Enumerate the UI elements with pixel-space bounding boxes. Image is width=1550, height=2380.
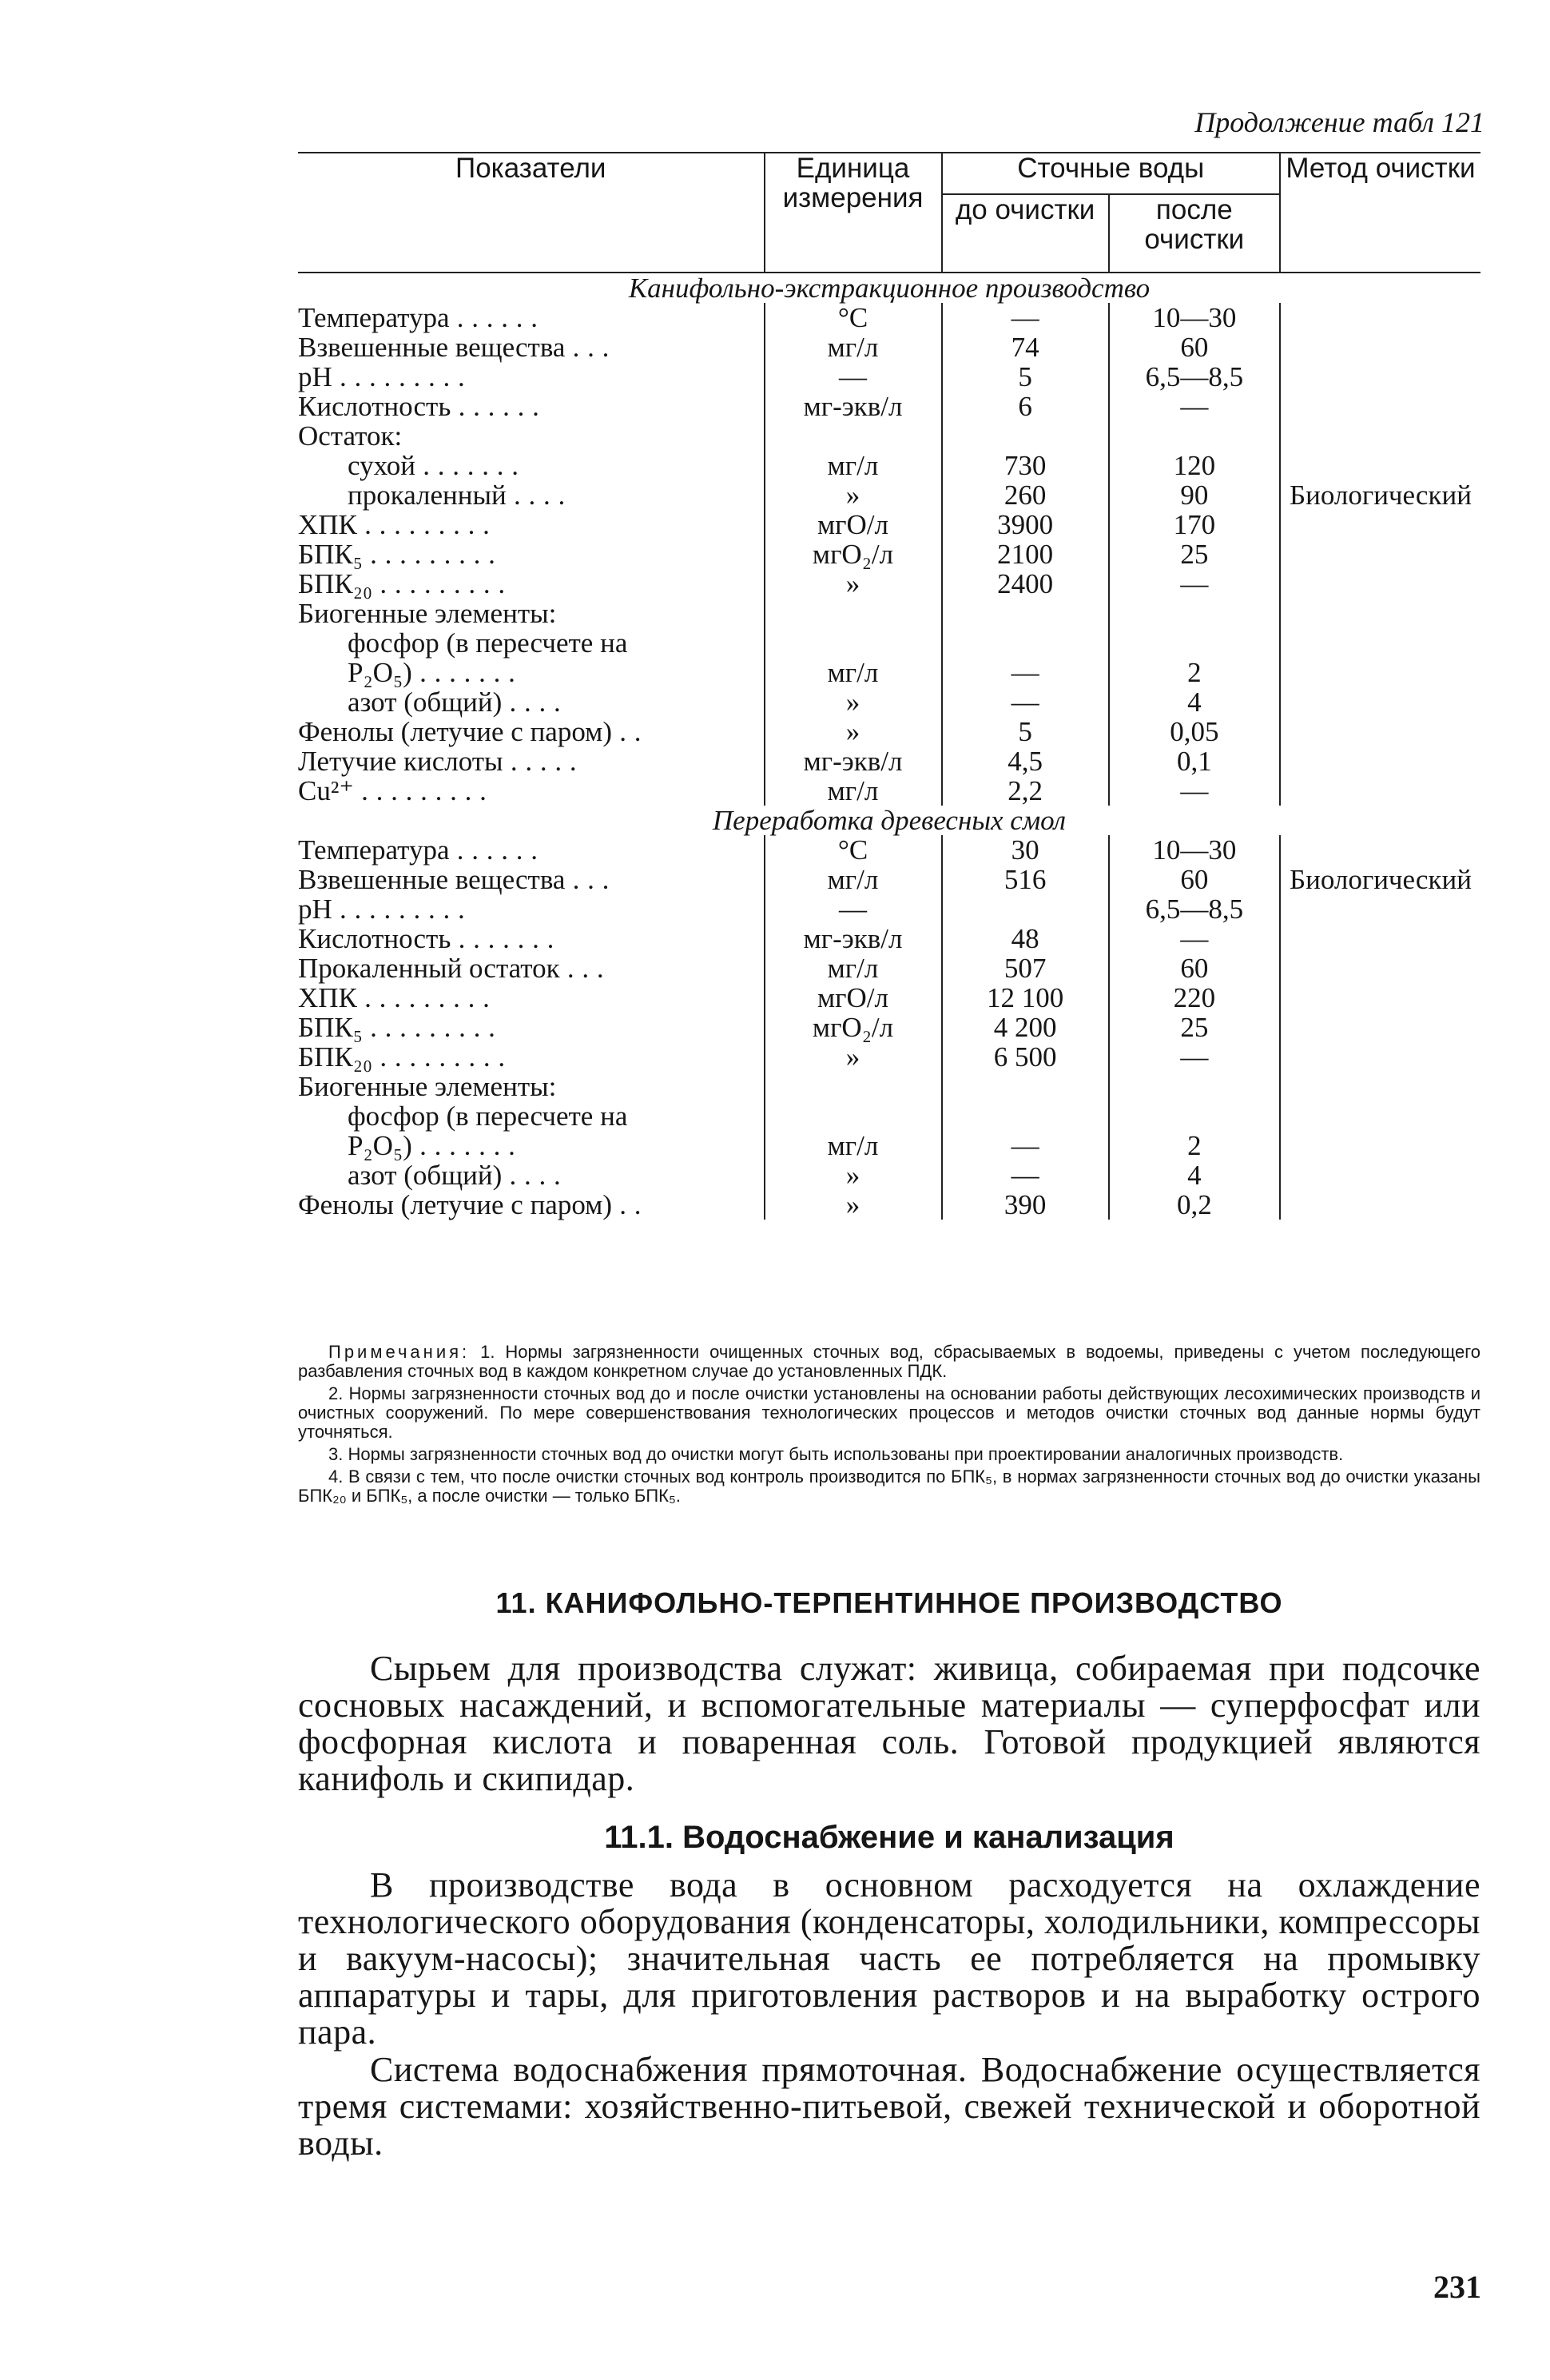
indicator-label: БПК₂₀ — [298, 568, 373, 599]
header-indicator: Показатели — [298, 153, 765, 273]
indicator-label: Остаток: — [298, 420, 403, 452]
cell-method — [1280, 303, 1480, 332]
cell-indicator — [298, 1013, 765, 1042]
cell-unit: мг/л — [765, 776, 942, 806]
cell-indicator — [298, 865, 765, 894]
table-row — [298, 658, 1480, 687]
cell-before: 2,2 — [942, 776, 1109, 806]
table-row — [298, 1013, 1480, 1042]
cell-before — [942, 421, 1109, 451]
note-4: 4. В связи с тем, что после очистки сточных вод контроль производится по БПК₅, в нормах загрязненности сточных вод до очистки указаны БПК₂₀ и БПК₅, а после очистки — только БПК₅. — [298, 1467, 1480, 1506]
cell-after: 10—30 — [1109, 835, 1280, 865]
dot-leader: . . . . — [506, 480, 566, 511]
cell-after: 25 — [1109, 539, 1280, 569]
section-heading: 11. КАНИФОЛЬНО-ТЕРПЕНТИННОЕ ПРОИЗВОДСТВО — [495, 1586, 1283, 1619]
cell-after: 2 — [1109, 658, 1280, 687]
cell-unit — [765, 628, 942, 658]
cell-after: — — [1109, 1042, 1280, 1072]
cell-unit: мг/л — [765, 1131, 942, 1160]
cell-indicator — [298, 332, 765, 362]
cell-unit: мгО₂/л — [765, 1013, 942, 1042]
cell-indicator — [298, 1160, 765, 1190]
cell-unit: мгО/л — [765, 983, 942, 1013]
dot-leader: . . . — [565, 864, 610, 895]
cell-method — [1280, 451, 1480, 480]
cell-after: 6,5—8,5 — [1109, 362, 1280, 392]
cell-method — [1280, 983, 1480, 1013]
cell-method — [1280, 894, 1480, 924]
cell-indicator — [298, 303, 765, 332]
cell-unit: » — [765, 1042, 942, 1072]
cell-indicator — [298, 1101, 765, 1131]
cell-method — [1280, 746, 1480, 776]
cell-unit: » — [765, 480, 942, 510]
cell-before: — — [942, 303, 1109, 332]
dot-leader: . . . . — [502, 687, 562, 718]
cell-method — [1280, 1160, 1480, 1190]
cell-after: 170 — [1109, 510, 1280, 539]
note-2: 2. Нормы загрязненности сточных вод до и после очистки установлены на основании работы действующих лесохимических производств и очистных сооружений. По мере совершенствования технологических процессов и методов очистки сточных вод данные нормы будут уточняться. — [298, 1383, 1480, 1442]
note-1 — [298, 1343, 1480, 1381]
cell-before: — — [942, 1160, 1109, 1190]
cell-before: 48 — [942, 924, 1109, 953]
cell-before — [942, 894, 1109, 924]
cell-before: 2100 — [942, 539, 1109, 569]
table-continuation-caption: Продолжение табл 121 — [1194, 106, 1484, 138]
dot-leader: . . . . . . . — [451, 923, 554, 954]
cell-method — [1280, 1131, 1480, 1160]
cell-after: 90 — [1109, 480, 1280, 510]
indicator-label: Температура — [298, 302, 450, 333]
cell-after — [1109, 599, 1280, 628]
cell-method — [1280, 392, 1480, 421]
table-row — [298, 332, 1480, 362]
cell-indicator — [298, 835, 765, 865]
cell-indicator — [298, 776, 765, 806]
subsection-heading: 11.1. Водоснабжение и канализация — [604, 1820, 1174, 1855]
table-row — [298, 776, 1480, 806]
paragraph-water-use: В производстве вода в основном расходуется на охлаждение технологического оборудования (конденсаторы, холодильники, компрессоры и вакуум-насосы); значительная часть ее потребляется на промывку аппаратуры и тары, для приготовления растворов и на выработку острого пара. — [298, 1865, 1480, 2052]
cell-indicator — [298, 451, 765, 480]
indicator-label: ХПК — [298, 509, 357, 540]
cell-unit: мг-экв/л — [765, 392, 942, 421]
cell-after: 25 — [1109, 1013, 1280, 1042]
table-notes — [298, 1343, 1480, 1509]
cell-unit: — — [765, 894, 942, 924]
cell-before: 2400 — [942, 569, 1109, 599]
cell-before: 730 — [942, 451, 1109, 480]
indicator-label: P₂O₅) — [348, 1130, 412, 1161]
indicator-label: Кислотность — [298, 923, 451, 954]
cell-after: 120 — [1109, 451, 1280, 480]
cell-indicator — [298, 746, 765, 776]
dot-leader: . . — [611, 716, 642, 747]
dot-leader: . . . . . . . — [415, 450, 519, 481]
header-unit: Единица измерения — [765, 153, 942, 273]
indicator-label: БПК₅ — [298, 1012, 363, 1043]
cell-before: 390 — [942, 1190, 1109, 1220]
cell-unit: мг/л — [765, 865, 942, 894]
table-row — [298, 894, 1480, 924]
table-row — [298, 628, 1480, 658]
table-row — [298, 539, 1480, 569]
cell-before: 74 — [942, 332, 1109, 362]
header-method: Метод очистки — [1280, 153, 1480, 273]
cell-unit — [765, 1101, 942, 1131]
cell-before: 3900 — [942, 510, 1109, 539]
indicator-label: Взвешенные вещества — [298, 864, 566, 895]
cell-unit: » — [765, 1190, 942, 1220]
cell-after: 60 — [1109, 332, 1280, 362]
cell-before: 6 — [942, 392, 1109, 421]
cell-indicator — [298, 658, 765, 687]
dot-leader: . . . . — [502, 1160, 562, 1191]
indicator-label: фосфор (в пересчете на — [348, 627, 628, 659]
cell-before: 12 100 — [942, 983, 1109, 1013]
table-row — [298, 569, 1480, 599]
cell-unit — [765, 421, 942, 451]
cell-after: 6,5—8,5 — [1109, 894, 1280, 924]
cell-before — [942, 1101, 1109, 1131]
cell-before: 260 — [942, 480, 1109, 510]
cell-unit: мг/л — [765, 953, 942, 983]
table-row — [298, 924, 1480, 953]
indicator-label: Взвешенные вещества — [298, 332, 566, 363]
cell-method — [1280, 717, 1480, 746]
cell-indicator — [298, 717, 765, 746]
cell-before: — — [942, 658, 1109, 687]
cell-method: Биологический — [1280, 865, 1480, 894]
cell-indicator — [298, 1131, 765, 1160]
page-number: 231 — [1433, 2269, 1481, 2305]
cell-after: 0,2 — [1109, 1190, 1280, 1220]
dot-leader: . . . . . . . . . — [362, 539, 496, 570]
table-row — [298, 865, 1480, 894]
dot-leader: . . . — [565, 332, 610, 363]
cell-unit: » — [765, 687, 942, 717]
cell-indicator — [298, 362, 765, 392]
cell-unit: » — [765, 717, 942, 746]
cell-method — [1280, 332, 1480, 362]
dot-leader: . . . . . . — [449, 834, 539, 866]
cell-before — [942, 628, 1109, 658]
indicator-label: прокаленный — [348, 480, 507, 511]
indicator-label: pH — [298, 893, 332, 925]
cell-method — [1280, 421, 1480, 451]
indicator-label: Cu²⁺ — [298, 775, 354, 806]
cell-method — [1280, 1190, 1480, 1220]
cell-after — [1109, 421, 1280, 451]
cell-before: 30 — [942, 835, 1109, 865]
cell-indicator — [298, 1042, 765, 1072]
cell-before: 6 500 — [942, 1042, 1109, 1072]
cell-unit: мг-экв/л — [765, 746, 942, 776]
intro-paragraph: Сырьем для производства служат: живица, собираемая при подсочке сосновых насаждений, и вспомогательные материалы — суперфосфат или фосфорная кислота и поваренная соль. Готовой продукцией являются канифоль и скипидар. — [298, 1649, 1480, 1798]
cell-method — [1280, 835, 1480, 865]
cell-after: 220 — [1109, 983, 1280, 1013]
cell-indicator — [298, 1190, 765, 1220]
section-title: Канифольно-экстракционное производство — [628, 273, 1151, 304]
cell-method — [1280, 628, 1480, 658]
cell-unit — [765, 1072, 942, 1101]
indicator-label: Фенолы (летучие с паром) — [298, 1189, 612, 1220]
cell-after: 0,1 — [1109, 746, 1280, 776]
table-row — [298, 1131, 1480, 1160]
cell-method — [1280, 1101, 1480, 1131]
note-1-text: 1. Нормы загрязненности очищенных сточных вод, сбрасываемых в водоемы, приведены с учетом последующего разбавления сточных вод в каждом конкретном случае до установленных ПДК. — [298, 1342, 1480, 1381]
dot-leader: . . . . . . — [451, 391, 540, 422]
cell-after: — — [1109, 924, 1280, 953]
cell-unit: мгО₂/л — [765, 539, 942, 569]
cell-after: 10—30 — [1109, 303, 1280, 332]
table-row — [298, 746, 1480, 776]
header-after: после очистки — [1109, 194, 1280, 273]
cell-unit: мгО/л — [765, 510, 942, 539]
indicator-label: Биогенные элементы: — [298, 1071, 557, 1102]
cell-method — [1280, 776, 1480, 806]
cell-before: 5 — [942, 362, 1109, 392]
cell-indicator — [298, 599, 765, 628]
table-row — [298, 421, 1480, 451]
wastewater-norms-table — [298, 152, 1480, 1220]
table-row — [298, 599, 1480, 628]
cell-after: — — [1109, 392, 1280, 421]
cell-indicator — [298, 480, 765, 510]
dot-leader: . . . . . . . . . — [372, 568, 506, 599]
indicator-label: Кислотность — [298, 391, 451, 422]
dot-leader: . . — [611, 1189, 642, 1220]
table-row — [298, 362, 1480, 392]
indicator-label: Летучие кислоты — [298, 746, 503, 777]
cell-before — [942, 1072, 1109, 1101]
table-row — [298, 687, 1480, 717]
cell-after: 4 — [1109, 1160, 1280, 1190]
cell-after: 60 — [1109, 865, 1280, 894]
cell-after: 2 — [1109, 1131, 1280, 1160]
dot-leader: . . . . . . . — [411, 657, 516, 688]
table-row — [298, 1072, 1480, 1101]
cell-unit: °С — [765, 303, 942, 332]
dot-leader: . . . . . . — [449, 302, 539, 333]
table-row — [298, 983, 1480, 1013]
indicator-label: Фенолы (летучие с паром) — [298, 716, 612, 747]
cell-method — [1280, 1042, 1480, 1072]
cell-unit: °С — [765, 835, 942, 865]
cell-unit: мг-экв/л — [765, 924, 942, 953]
section-title-row — [298, 806, 1480, 835]
cell-after: — — [1109, 569, 1280, 599]
cell-unit: мг/л — [765, 332, 942, 362]
cell-method — [1280, 569, 1480, 599]
cell-unit: мг/л — [765, 658, 942, 687]
cell-indicator — [298, 953, 765, 983]
table-row — [298, 303, 1480, 332]
table-row — [298, 717, 1480, 746]
indicator-label: БПК₂₀ — [298, 1041, 373, 1073]
dot-leader: . . . . . . . . . — [362, 1012, 496, 1043]
table-row — [298, 1160, 1480, 1190]
cell-indicator — [298, 421, 765, 451]
cell-indicator — [298, 894, 765, 924]
dot-leader: . . . . . . . . . — [332, 361, 466, 392]
table-row — [298, 451, 1480, 480]
cell-method — [1280, 658, 1480, 687]
dot-leader: . . . . . . . . . — [356, 982, 491, 1013]
indicator-label: азот (общий) — [348, 687, 503, 718]
cell-indicator — [298, 539, 765, 569]
table-row — [298, 1042, 1480, 1072]
cell-before: 4 200 — [942, 1013, 1109, 1042]
cell-before: 5 — [942, 717, 1109, 746]
cell-after: 4 — [1109, 687, 1280, 717]
dot-leader: . . . . . . . — [411, 1130, 516, 1161]
dot-leader: . . . . . . . . . — [353, 775, 487, 806]
section-title-row — [298, 273, 1480, 303]
cell-method — [1280, 510, 1480, 539]
indicator-label: P₂O₅) — [348, 657, 412, 688]
cell-before — [942, 599, 1109, 628]
cell-after: 60 — [1109, 953, 1280, 983]
notes-heading: Примечания: — [328, 1342, 471, 1362]
cell-indicator — [298, 924, 765, 953]
indicator-label: Прокаленный остаток — [298, 953, 560, 984]
cell-indicator — [298, 569, 765, 599]
cell-indicator — [298, 392, 765, 421]
cell-before: — — [942, 1131, 1109, 1160]
note-3: 3. Нормы загрязненности сточных вод до очистки могут быть использованы при проектировании аналогичных производств. — [328, 1444, 1344, 1464]
cell-method — [1280, 599, 1480, 628]
dot-leader: . . . . . — [503, 746, 578, 777]
cell-unit — [765, 599, 942, 628]
header-wastewater: Сточные воды — [942, 153, 1280, 194]
section-title: Переработка древесных смол — [712, 805, 1067, 836]
cell-before: 507 — [942, 953, 1109, 983]
cell-indicator — [298, 628, 765, 658]
indicator-label: ХПК — [298, 982, 357, 1013]
indicator-label: pH — [298, 361, 332, 392]
indicator-label: сухой — [348, 450, 415, 481]
table-row — [298, 1190, 1480, 1220]
cell-method — [1280, 539, 1480, 569]
cell-after: — — [1109, 776, 1280, 806]
cell-method — [1280, 687, 1480, 717]
indicator-label: азот (общий) — [348, 1160, 503, 1191]
cell-after — [1109, 1072, 1280, 1101]
cell-after — [1109, 628, 1280, 658]
cell-method — [1280, 953, 1480, 983]
cell-method — [1280, 924, 1480, 953]
indicator-label: Биогенные элементы: — [298, 598, 557, 629]
table-row — [298, 1101, 1480, 1131]
cell-method — [1280, 1072, 1480, 1101]
cell-after — [1109, 1101, 1280, 1131]
cell-before: 516 — [942, 865, 1109, 894]
dot-leader: . . . — [559, 953, 605, 984]
cell-indicator — [298, 983, 765, 1013]
cell-method — [1280, 1013, 1480, 1042]
cell-indicator — [298, 510, 765, 539]
cell-unit: мг/л — [765, 451, 942, 480]
cell-indicator — [298, 687, 765, 717]
table-row — [298, 392, 1480, 421]
table-header-row — [298, 153, 1480, 194]
cell-method — [1280, 362, 1480, 392]
table-row — [298, 480, 1480, 510]
cell-unit: — — [765, 362, 942, 392]
indicator-label: Температура — [298, 834, 450, 866]
cell-unit: » — [765, 1160, 942, 1190]
table-row — [298, 953, 1480, 983]
dot-leader: . . . . . . . . . — [332, 893, 466, 925]
header-before: до очистки — [942, 194, 1109, 273]
indicator-label: фосфор (в пересчете на — [348, 1100, 628, 1132]
dot-leader: . . . . . . . . . — [372, 1041, 506, 1073]
cell-method: Биологический — [1280, 480, 1480, 510]
cell-unit: » — [765, 569, 942, 599]
table-row — [298, 835, 1480, 865]
paragraph-water-system: Система водоснабжения прямоточная. Водоснабжение осуществляется тремя системами: хозяйственно-питьевой, свежей технической и оборотной воды. — [298, 2050, 1480, 2163]
indicator-label: БПК₅ — [298, 539, 363, 570]
cell-indicator — [298, 1072, 765, 1101]
cell-before: 4,5 — [942, 746, 1109, 776]
cell-before: — — [942, 687, 1109, 717]
dot-leader: . . . . . . . . . — [356, 509, 491, 540]
cell-after: 0,05 — [1109, 717, 1280, 746]
table-row — [298, 510, 1480, 539]
